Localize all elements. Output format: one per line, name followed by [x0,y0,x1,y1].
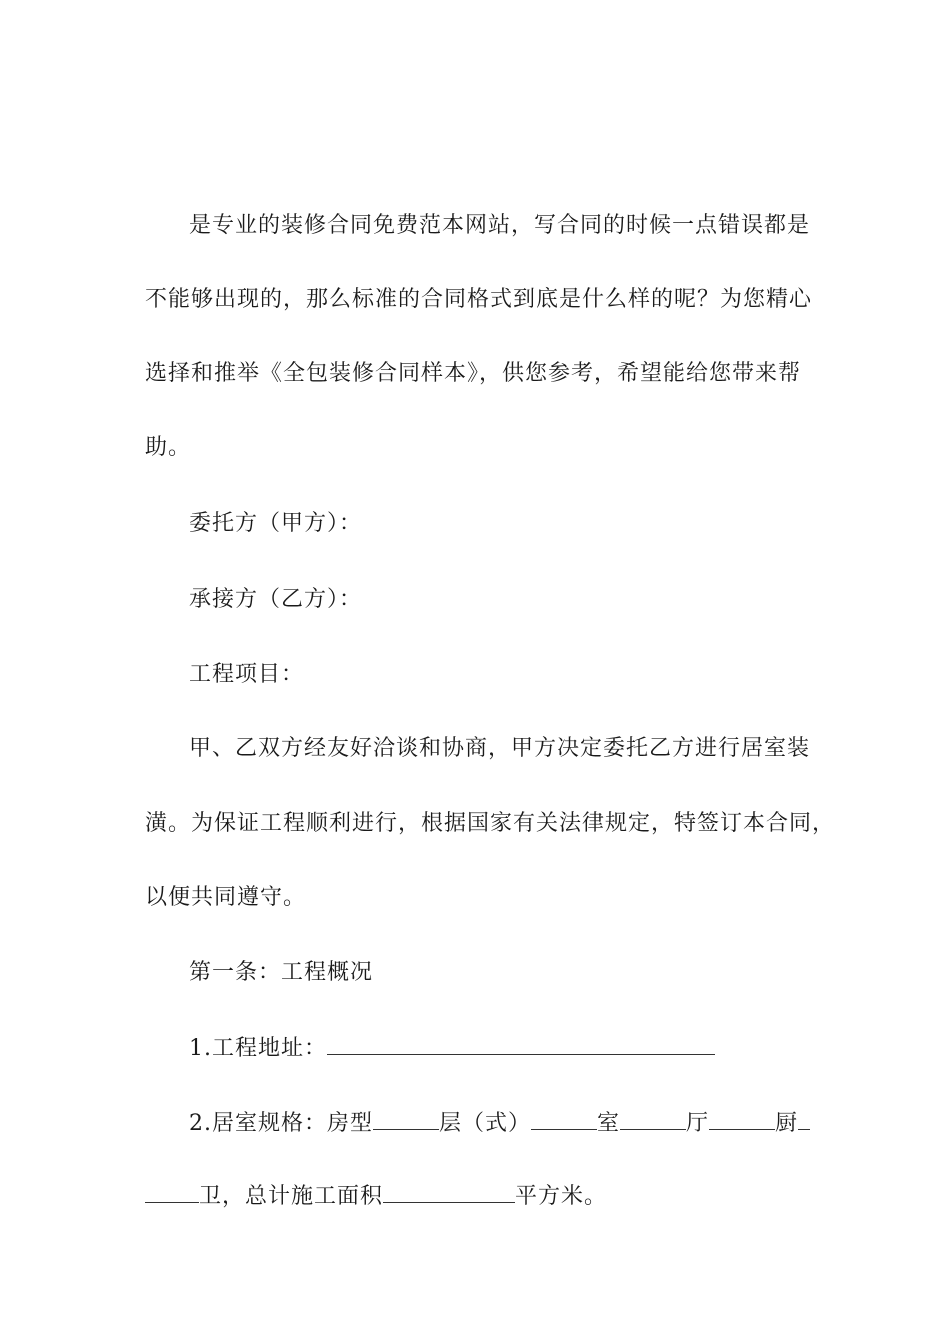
article-1-title: 第一条：工程概况 [189,960,374,985]
intro-line-1: 是专业的装修合同免费范本网站，写合同的时候一点错误都是 [189,213,811,238]
item-2-specs [189,1109,810,1139]
area-unit: 平方米。 [515,1184,608,1209]
bath-blank [145,1182,199,1203]
floor-label: 层（式） [439,1111,532,1136]
intro-line-4: 助。 [145,435,192,460]
intro-line-3: 选择和推举《全包装修合同样本》，供您参考，希望能给您带来帮 [145,361,802,386]
hall-blank [709,1109,775,1130]
address-blank [327,1034,715,1055]
item-2-label: 2.居室规格：房型 [189,1111,373,1136]
item-2-specs-continued [145,1182,607,1212]
area-blank [383,1182,515,1203]
floor-blank [531,1109,597,1130]
party-b-label: 承接方（乙方）： [189,587,363,612]
room-blank [620,1109,686,1130]
preamble-line-3: 以便共同遵守。 [145,885,307,910]
bath-label: 卫，总计施工面积 [199,1184,384,1209]
room-label: 室 [597,1111,621,1136]
party-a-label: 委托方（甲方）： [189,511,363,536]
intro-line-2: 不能够出现的，那么标准的合同格式到底是什么样的呢？为您精心 [145,287,813,312]
preamble-line-2: 潢。为保证工程顺利进行，根据国家有关法律规定，特签订本合同， [145,811,836,836]
item-1-address [189,1034,715,1064]
item-1-label: 1.工程地址： [189,1036,327,1061]
kitchen-label: 厨 [775,1111,799,1136]
hall-label: 厅 [686,1111,710,1136]
preamble-line-1: 甲、乙双方经友好洽谈和协商，甲方决定委托乙方进行居室装 [189,736,811,761]
room-type-blank [373,1109,439,1130]
project-label: 工程项目： [189,662,305,687]
kitchen-blank [798,1109,810,1130]
